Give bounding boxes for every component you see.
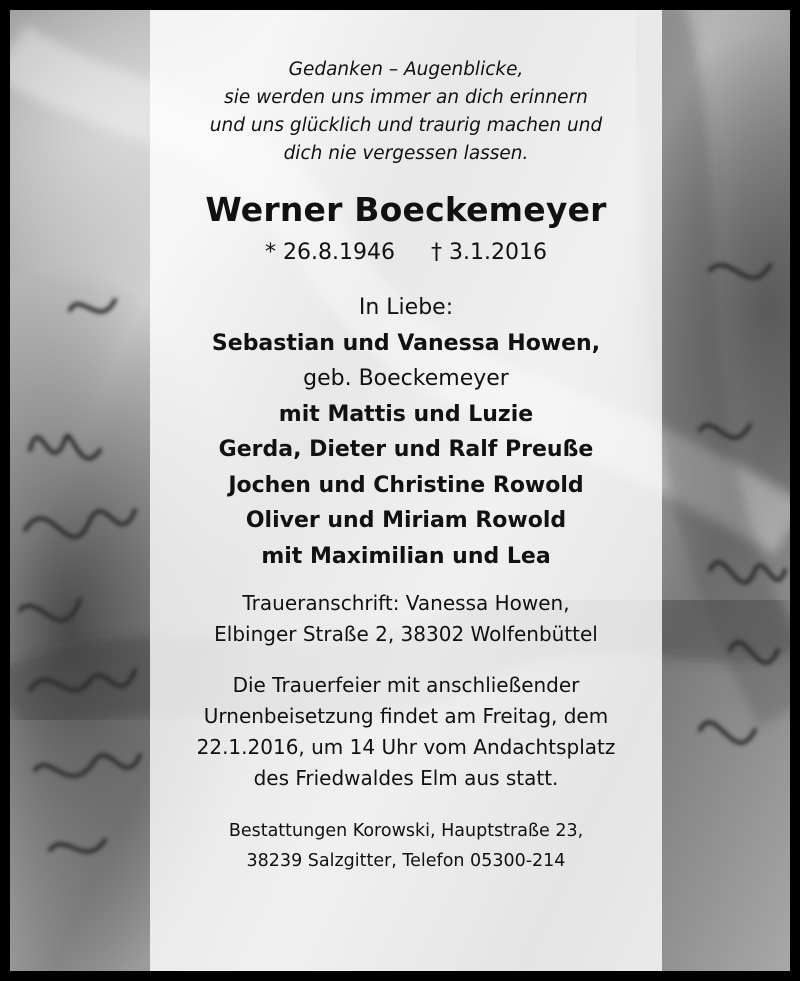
memorial-quote (140, 56, 672, 168)
quote-line: dich nie vergessen lassen. (283, 143, 529, 164)
mourning-address (140, 588, 672, 650)
obituary-content (140, 10, 672, 876)
mourners-intro: In Liebe: (358, 295, 454, 320)
life-dates (140, 238, 672, 268)
quote-line: sie werden uns immer an dich erinnern (224, 87, 588, 108)
mourners-list (140, 290, 672, 574)
undertaker-line: Bestattungen Korowski, Hauptstraße 23, (228, 821, 584, 841)
quote-line: und uns glücklich und traurig machen und (209, 115, 603, 136)
mourner-line: mit Maximilian und Lea (261, 543, 551, 569)
mourner-line: geb. Boeckemeyer (303, 366, 509, 391)
mourner-line: Sebastian und Vanessa Howen, (211, 330, 601, 356)
deceased-name: Werner Boeckemeyer (205, 190, 607, 229)
mourner-line: Gerda, Dieter und Ralf Preuße (218, 437, 594, 462)
undertaker-line: 38239 Salzgitter, Telefon 05300-214 (246, 851, 566, 871)
ceremony-line: 22.1.2016, um 14 Uhr vom Andachtsplatz (196, 735, 616, 759)
quote-line: Gedanken – Augenblicke, (288, 59, 524, 80)
ceremony-line: Urnenbeisetzung findet am Freitag, dem (203, 704, 609, 728)
birth-date: * 26.8.1946 (265, 240, 395, 265)
ceremony-line: Die Trauerfeier mit anschließender (232, 673, 580, 697)
death-date: † 3.1.2016 (431, 240, 547, 265)
address-line: Traueranschrift: Vanessa Howen, (242, 591, 570, 615)
ceremony-line: des Friedwaldes Elm aus statt. (253, 766, 559, 790)
address-line: Elbinger Straße 2, 38302 Wolfenbüttel (214, 622, 598, 646)
mourner-line: Jochen und Christine Rowold (228, 472, 584, 498)
mourner-line: Oliver und Miriam Rowold (245, 508, 567, 533)
ceremony-notice (140, 670, 672, 794)
undertaker-info (140, 816, 672, 876)
mourner-line: mit Mattis und Luzie (278, 401, 534, 427)
